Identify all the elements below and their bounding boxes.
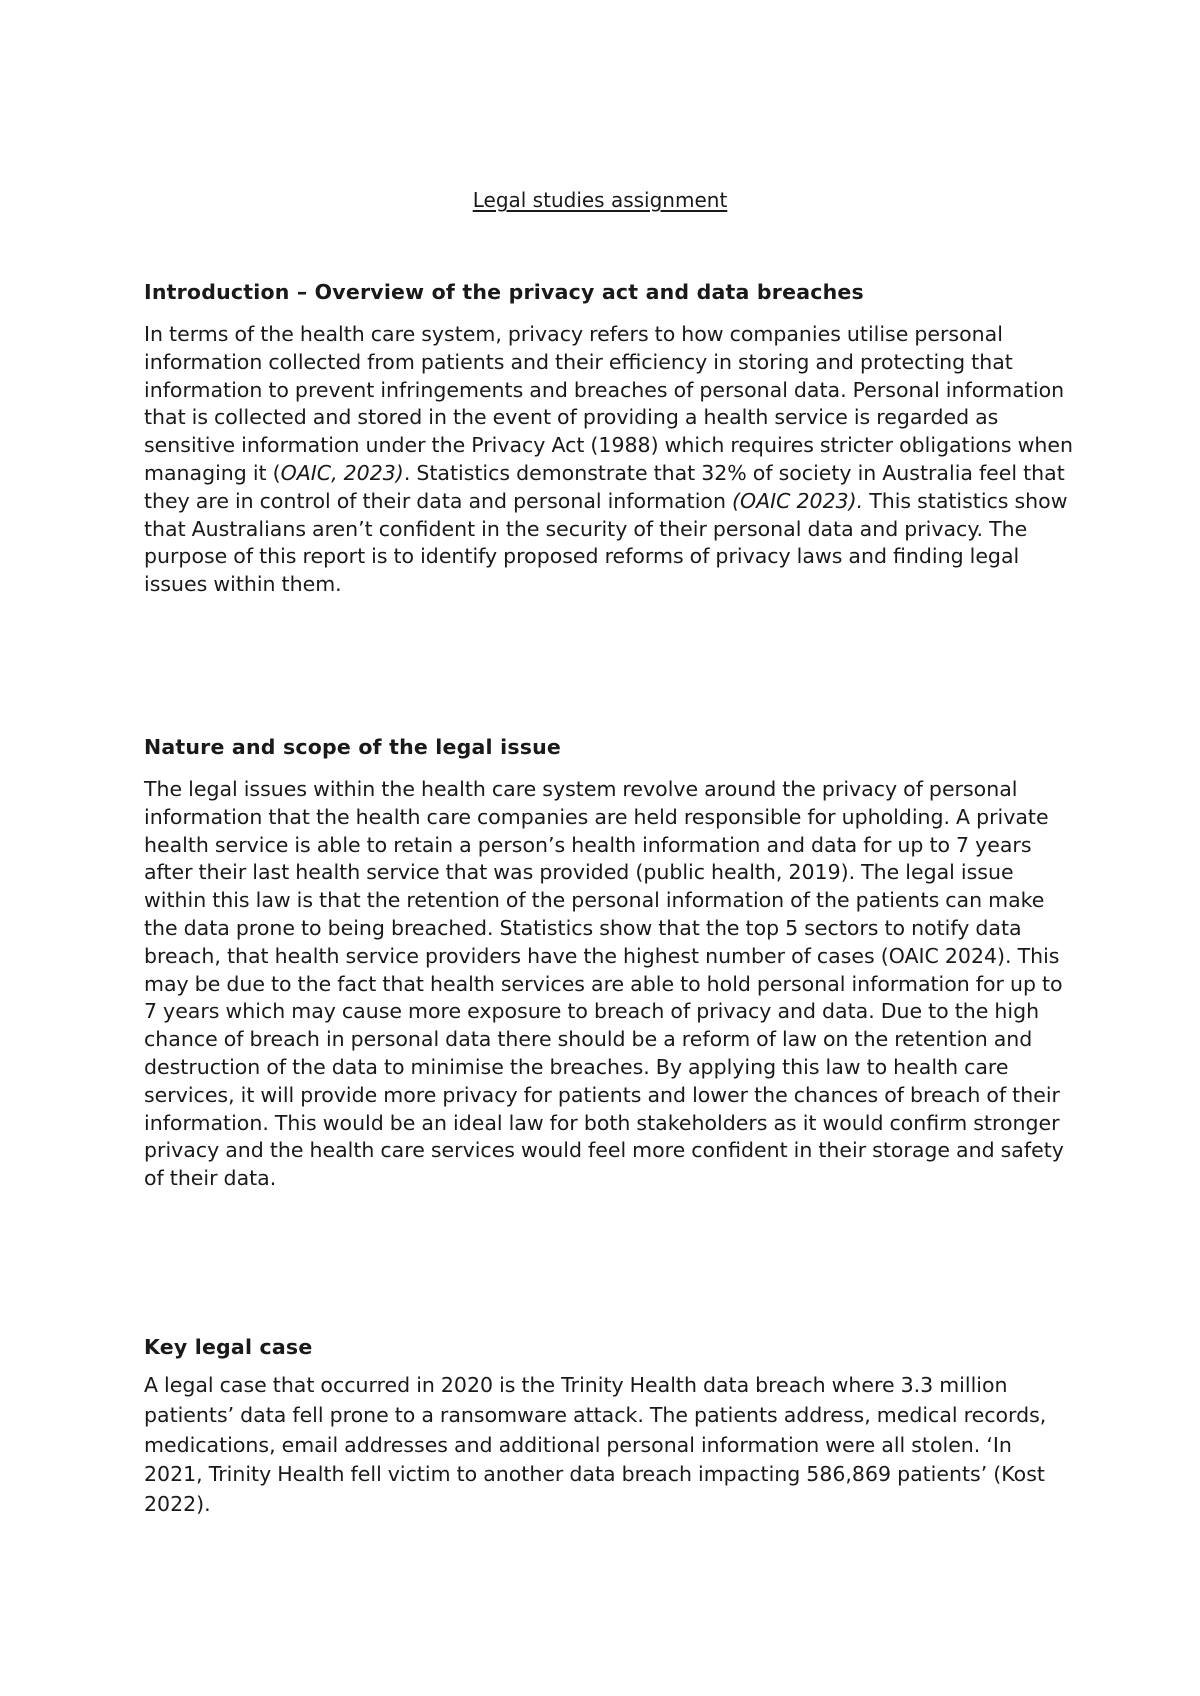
paragraph-text: . Statistics demonstrate that 32% of society in Australia feel that they are in control of their data and personal information	[144, 460, 1065, 513]
section-paragraph: A legal case that occurred in 2020 is the Trinity Health data breach where 3.3 million patients’ data fell prone to a ransomware attack. The patients address, medical records, medications, email addresses and additional personal information were all stolen. ‘In 2021, Trinity Health fell victim to another data breach impacting 586,869 patients’ (Kost 2022).	[144, 1373, 1047, 1517]
section-nature-and-scope	[144, 733, 1074, 1193]
citation: (OAIC 2023).	[731, 488, 864, 513]
paragraph-text: This statistics show that Australians aren’t confident in the security of their personal data and privacy. The purpose of this report is to identify proposed reforms of privacy laws and finding legal issues within them.	[144, 488, 1068, 597]
section-introduction	[144, 278, 1074, 599]
section-heading: Key legal case	[144, 1335, 313, 1359]
paragraph-text: In terms of the health care system, privacy refers to how companies utilise personal information collected from patients and their efficiency in storing and protecting that information to prevent infringements and breaches of personal data. Personal information that is collected and stored in the event of providing a health service is regarded as sensitive information under the Privacy Act (1988) which requires stricter obligations when managing it (	[144, 322, 1073, 485]
section-heading: Introduction – Overview of the privacy act and data breaches	[144, 280, 864, 304]
section-heading: Nature and scope of the legal issue	[144, 735, 562, 759]
section-paragraph	[144, 321, 1074, 599]
citation: OAIC, 2023)	[280, 460, 404, 485]
document-title: Legal studies assignment	[472, 188, 728, 212]
section-key-legal-case	[144, 1333, 1074, 1520]
section-paragraph: The legal issues within the health care system revolve around the privacy of personal information that the health care companies are held responsible for upholding. A private health service is able to retain a person’s health information and data for up to 7 years after their last health service that was provided (public health, 2019). The legal issue within this law is that the retention of the personal information of the patients can make the data prone to being breached. Statistics show that the top 5 sectors to notify data breach, that health service providers have the highest number of cases (OAIC 2024). This may be due to the fact that health services are able to hold personal information for up to 7 years which may cause more exposure to breach of privacy and data. Due to the high chance of breach in personal data there should be a reform of law on the retention and destruction of the data to minimise the breaches. By applying this law to health care services, it will provide more privacy for patients and lower the chances of breach of their information. This would be an ideal law for both stakeholders as it would confirm stronger privacy and the health care services would feel more confident in their storage and safety of their data.	[144, 777, 1064, 1191]
